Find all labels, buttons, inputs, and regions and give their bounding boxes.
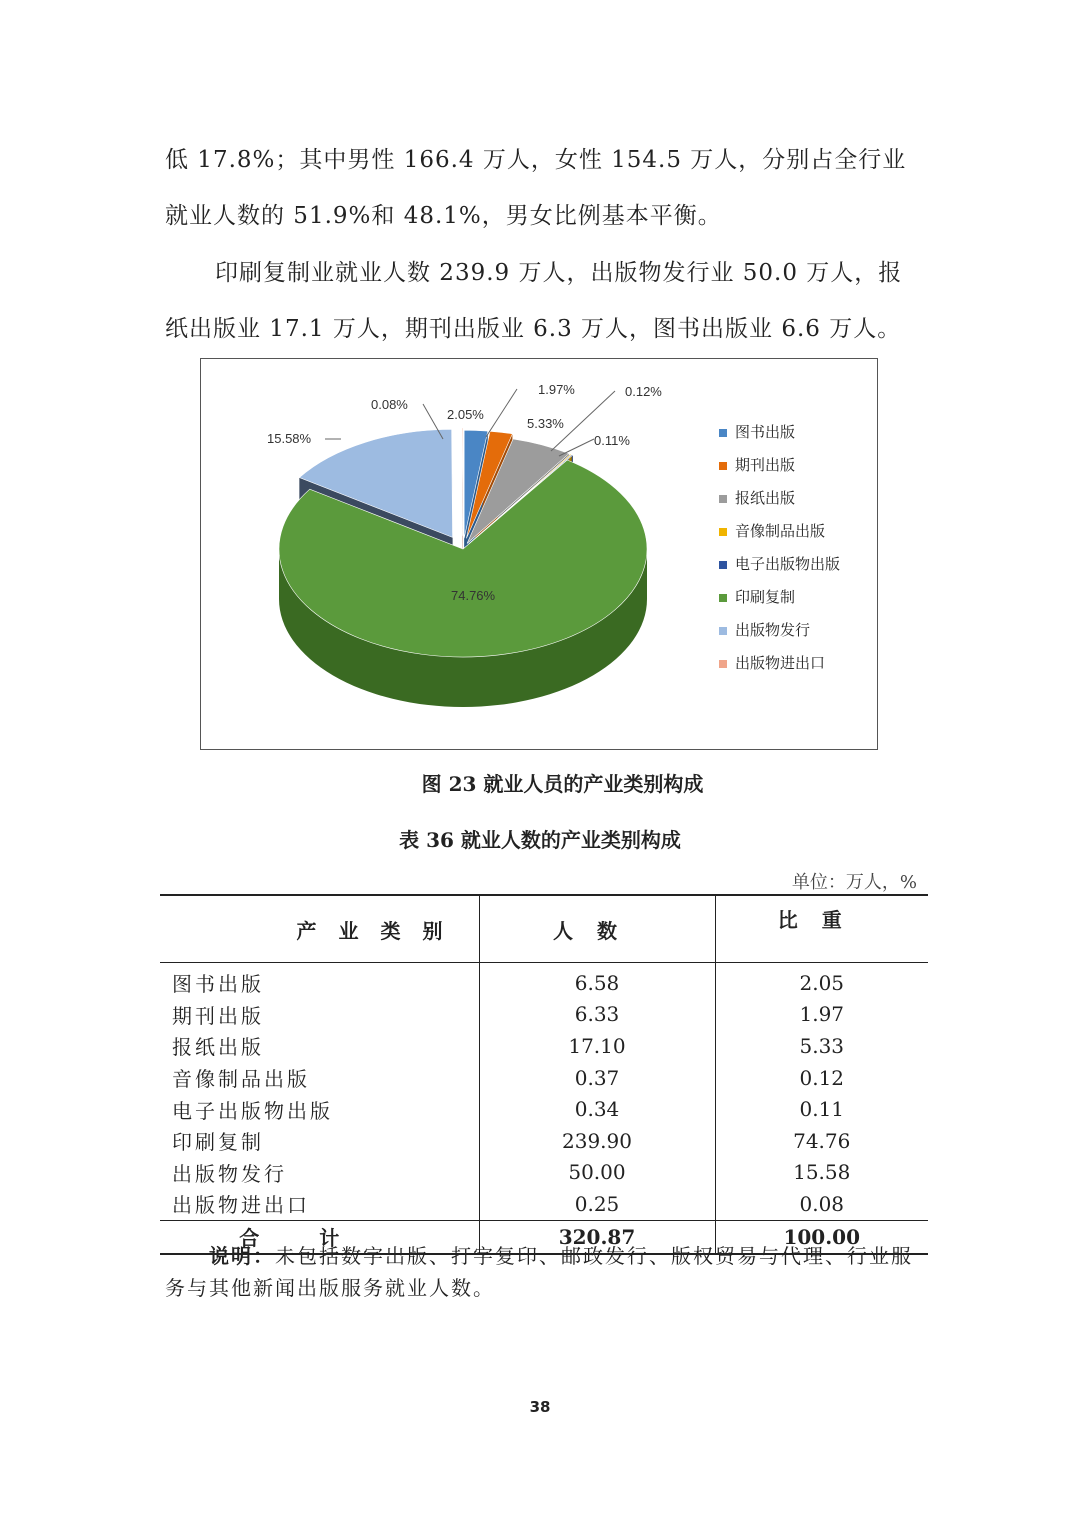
table-header-row <box>160 895 928 963</box>
legend-label-6: 出版物发行 <box>735 622 811 639</box>
body-paragraph-1: 低 17.8%；其中男性 166.4 万人，女性 154.5 万人，分别占全行业就业人数的 51.9%和 48.1%，男女比例基本平衡。 <box>165 147 907 229</box>
row-share: 15.58 <box>715 1157 928 1189</box>
figure-caption: 图 23 就业人员的产业类别构成 <box>421 772 704 796</box>
legend-swatch-1 <box>719 462 727 470</box>
row-count: 0.34 <box>479 1093 715 1125</box>
data-label-1: 1.97% <box>538 382 575 397</box>
note-label: 说明： <box>209 1244 275 1268</box>
total-count: 320.87 <box>479 1220 715 1254</box>
data-label-7: 0.08% <box>371 397 408 412</box>
row-category: 出版物发行 <box>172 1161 287 1186</box>
legend-swatch-4 <box>719 561 727 569</box>
row-count: 239.90 <box>479 1125 715 1157</box>
row-count: 6.33 <box>479 999 715 1031</box>
row-share: 2.05 <box>715 963 928 999</box>
row-count: 50.00 <box>479 1157 715 1189</box>
header-share: 比重 <box>715 895 928 963</box>
industry-employment-table <box>160 894 928 1255</box>
data-label-0: 2.05% <box>447 407 484 422</box>
header-category: 产业类别 <box>160 895 479 963</box>
pie-slices <box>279 428 647 657</box>
table-row <box>160 999 928 1031</box>
table-row <box>160 1125 928 1157</box>
legend <box>719 423 840 672</box>
row-count: 0.37 <box>479 1062 715 1094</box>
legend-label-1: 期刊出版 <box>735 457 796 474</box>
row-share: 74.76 <box>715 1125 928 1157</box>
row-share: 0.08 <box>715 1188 928 1220</box>
legend-swatch-3 <box>719 528 727 536</box>
row-share: 0.11 <box>715 1093 928 1125</box>
table-row <box>160 1093 928 1125</box>
table-row <box>160 1157 928 1189</box>
pie-chart <box>201 359 876 748</box>
legend-label-4: 电子出版物出版 <box>735 556 841 573</box>
total-share: 100.00 <box>715 1220 928 1254</box>
data-label-3: 0.12% <box>625 384 662 399</box>
row-count: 0.25 <box>479 1188 715 1220</box>
data-label-4: 0.11% <box>594 433 630 448</box>
data-label-5: 74.76% <box>451 588 496 603</box>
row-count: 6.58 <box>479 963 715 999</box>
row-category: 印刷复制 <box>172 1130 264 1155</box>
header-count: 人数 <box>479 895 715 963</box>
total-label: 合计 <box>160 1220 479 1254</box>
row-category: 图书出版 <box>172 972 264 997</box>
row-category: 期刊出版 <box>172 1003 264 1028</box>
page-number: 38 <box>529 1398 551 1416</box>
unit-note: 单位：万人，% <box>791 872 917 893</box>
row-category: 出版物进出口 <box>172 1193 310 1218</box>
row-category: 音像制品出版 <box>172 1067 310 1092</box>
note-text: 未包括数字出版、打字复印、邮政发行、版权贸易与代理、行业服务与其他新闻出版服务就业人数。 <box>165 1244 913 1300</box>
leader-line-1 <box>486 389 517 437</box>
body-paragraph-2: 印刷复制业就业人数 239.9 万人，出版物发行业 50.0 万人，报纸出版业 17.1 万人，期刊出版业 6.3 万人，图书出版业 6.6 万人。 <box>165 260 903 342</box>
row-category: 电子出版物出版 <box>172 1098 333 1123</box>
row-category: 报纸出版 <box>172 1035 264 1060</box>
table-row <box>160 1062 928 1094</box>
row-share: 5.33 <box>715 1030 928 1062</box>
table-row <box>160 963 928 999</box>
legend-swatch-5 <box>719 594 727 602</box>
row-share: 0.12 <box>715 1062 928 1094</box>
legend-label-3: 音像制品出版 <box>735 523 826 540</box>
table-row <box>160 1188 928 1220</box>
data-label-6: 15.58% <box>267 431 312 446</box>
legend-label-5: 印刷复制 <box>735 589 796 606</box>
legend-label-2: 报纸出版 <box>735 490 796 507</box>
legend-swatch-6 <box>719 627 727 635</box>
row-share: 1.97 <box>715 999 928 1031</box>
legend-label-0: 图书出版 <box>735 424 796 441</box>
legend-swatch-0 <box>719 429 727 437</box>
legend-label-7: 出版物进出口 <box>735 655 826 672</box>
pie-chart-frame <box>200 358 878 750</box>
legend-swatch-2 <box>719 495 727 503</box>
table-caption: 表 36 就业人数的产业类别构成 <box>399 828 681 852</box>
table-row <box>160 1030 928 1062</box>
data-label-2: 5.33% <box>527 416 564 431</box>
table-note <box>165 1240 920 1304</box>
leader-line-4 <box>559 439 594 456</box>
legend-swatch-7 <box>719 660 727 668</box>
row-count: 17.10 <box>479 1030 715 1062</box>
